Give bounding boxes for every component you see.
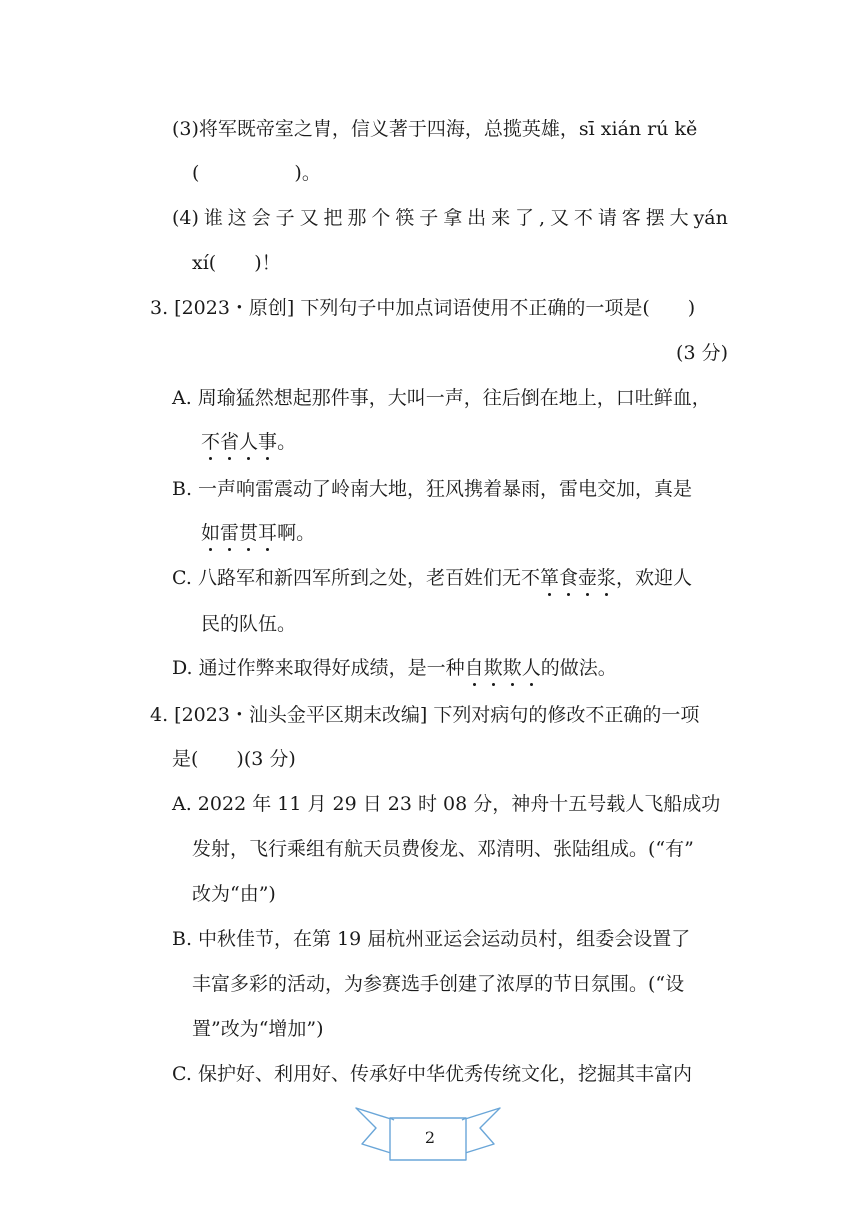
emphasis-char: 省	[220, 431, 240, 453]
q3-option-c-line1: C. 八路军和新四军所到之处，老百姓们无不箪食壶浆，欢迎人	[172, 567, 693, 589]
q2-item4-token: 了	[515, 207, 535, 229]
q2-item4-token: 把	[323, 207, 343, 229]
q2-item4-token: 谁	[203, 207, 223, 229]
emphasis-char: 欺	[502, 657, 522, 679]
q2-item4-token: 个	[371, 207, 391, 229]
q4-option-a-line1: A. 2022 年 11 月 29 日 23 时 08 分，神舟十五号载人飞船成功	[172, 793, 721, 815]
q2-item4-token: 来	[491, 207, 511, 229]
q4-stem-line1: 4. [2023・汕头金平区期末改编] 下列对病句的修改不正确的一项	[150, 704, 700, 726]
q4-option-a-line3: 改为“由”)	[192, 883, 276, 905]
emphasis-char: 欺	[483, 657, 503, 679]
q3-option-d: D. 通过作弊来取得好成绩，是一种自欺欺人的做法。	[172, 657, 617, 679]
q2-item3-blank: ( )。	[192, 162, 321, 184]
q2-item4-token: 客	[621, 207, 641, 229]
q3-option-c-line2: 民的队伍。	[201, 613, 297, 635]
q3-option-a-line1: A. 周瑜猛然想起那件事，大叫一声，往后倒在地上，口吐鲜血，	[172, 387, 711, 409]
q2-item4-line2: xí( )！	[192, 252, 281, 274]
q2-item4-token: 会	[251, 207, 271, 229]
q3-stem: 3. [2023・原创] 下列句子中加点词语使用不正确的一项是( )	[150, 297, 696, 319]
q4-option-b-line2: 丰富多彩的活动，为参赛选手创建了浓厚的节日氛围。(“设	[192, 973, 685, 995]
q2-item4-token: 不	[573, 207, 593, 229]
q2-item4-token: 又	[299, 207, 319, 229]
q3-option-a-line2: 不省人事。	[201, 431, 297, 453]
q2-item4-token: 子	[419, 207, 439, 229]
q2-item4-token: 大	[669, 207, 689, 229]
q2-item4-token: 那	[347, 207, 367, 229]
emphasis-char: 自	[464, 657, 484, 679]
emphasis-char: 箪	[539, 567, 559, 589]
q2-item4-token: 筷	[395, 207, 415, 229]
q2-item4-token: 又	[549, 207, 569, 229]
q2-item4-token: yán	[693, 207, 728, 229]
q4-option-b-line3: 置”改为“增加”)	[192, 1018, 324, 1040]
q2-item4-token: 摆	[645, 207, 665, 229]
emphasis-char: 食	[558, 567, 578, 589]
emphasis-char: 不	[201, 431, 221, 453]
q2-item4-token: 出	[467, 207, 487, 229]
q2-item4-token: (4)	[172, 207, 199, 229]
q3-score: (3 分)	[676, 342, 728, 364]
q2-item4-token: 子	[275, 207, 295, 229]
q4-stem-line2: 是( )(3 分)	[172, 748, 296, 770]
emphasis-char: 如	[201, 522, 221, 544]
q4-option-c-line1: C. 保护好、利用好、传承好中华优秀传统文化，挖掘其丰富内	[172, 1063, 692, 1085]
page-number: 2	[424, 1128, 436, 1147]
emphasis-char: 耳	[258, 522, 278, 544]
emphasis-char: 浆	[597, 567, 617, 589]
q2-item3-line1: (3)将军既帝室之胄，信义著于四海，总揽英雄，sī xián rú kě	[172, 118, 698, 140]
emphasis-char: 贯	[239, 522, 259, 544]
emphasis-char: 事	[258, 431, 278, 453]
emphasis-char: 人	[239, 431, 259, 453]
emphasis-char: 壶	[577, 567, 597, 589]
q4-option-b-line1: B. 中秋佳节，在第 19 届杭州亚运会运动员村，组委会设置了	[172, 928, 691, 950]
q3-option-b-line1: B. 一声响雷震动了岭南大地，狂风携着暴雨，雷电交加，真是	[172, 478, 693, 500]
emphasis-char: 人	[521, 657, 541, 679]
q2-item4-token: ,	[538, 207, 546, 229]
q4-option-a-line2: 发射，飞行乘组有航天员费俊龙、邓清明、张陆组成。(“有”	[192, 838, 694, 860]
emphasis-char: 雷	[220, 522, 240, 544]
q3-option-b-line2: 如雷贯耳啊。	[201, 522, 316, 544]
q2-item4-token: 请	[597, 207, 617, 229]
q2-item4-token: 这	[227, 207, 247, 229]
q2-item4-line1	[172, 206, 728, 230]
q2-item4-token: 拿	[443, 207, 463, 229]
